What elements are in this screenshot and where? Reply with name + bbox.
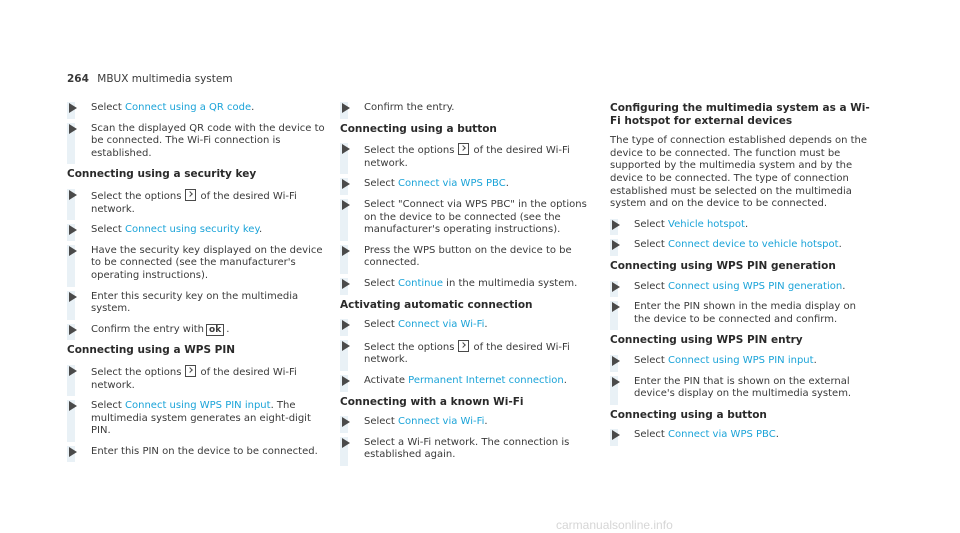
options-button-icon: [458, 340, 469, 352]
options-button-icon: [185, 189, 196, 201]
arrow-right-icon: [69, 366, 77, 376]
step: Press the WPS button on the device to be connected.: [340, 245, 598, 270]
step: Select Connect via Wi-Fi.: [340, 319, 598, 332]
arrow-right-icon: [342, 376, 350, 386]
arrow-right-icon: [69, 246, 77, 256]
link-connect-device-hotspot[interactable]: Connect device to vehicle hotspot: [668, 239, 839, 251]
link-connect-wps-pin-input[interactable]: Connect using WPS PIN input: [668, 354, 814, 366]
arrow-right-icon: [69, 190, 77, 200]
heading-security-key: Connecting using a security key: [67, 168, 257, 181]
link-connect-wifi[interactable]: Connect via Wi-Fi: [398, 319, 485, 331]
step: Select Connect via Wi-Fi.: [340, 416, 598, 429]
watermark: carmanualsonline.info: [556, 518, 673, 532]
step: Select a Wi-Fi network. The connection is established again.: [340, 437, 598, 462]
step: Select Connect using security key.: [67, 224, 325, 237]
heading-wps-pin-entry: Connecting using WPS PIN entry: [610, 334, 803, 347]
arrow-right-icon: [342, 320, 350, 330]
step: Select Connect using WPS PIN generation.: [610, 281, 870, 294]
step: Scan the displayed QR code with the device to be connected. The Wi-Fi connection is established.: [67, 123, 325, 161]
link-connect-wps-pin-generation[interactable]: Connect using WPS PIN generation: [668, 280, 843, 292]
link-connect-wps-pbc[interactable]: Connect via WPS PBC: [398, 178, 506, 190]
column-3: [610, 102, 870, 450]
link-connect-wifi[interactable]: Connect via Wi-Fi: [398, 416, 485, 428]
arrow-right-icon: [342, 279, 350, 289]
arrow-right-icon: [342, 438, 350, 448]
step: Select Vehicle hotspot.: [610, 219, 870, 232]
heading-wps-pin: Connecting using a WPS PIN: [67, 344, 236, 357]
arrow-right-icon: [342, 200, 350, 210]
step: Select Connect using a QR code.: [67, 102, 325, 115]
arrow-right-icon: [69, 325, 77, 335]
link-connect-wps-pbc[interactable]: Connect via WPS PBC: [668, 429, 776, 441]
page-header-title: MBUX multimedia system: [97, 73, 233, 85]
arrow-right-icon: [342, 144, 350, 154]
step: Confirm the entry with ok .: [67, 324, 325, 337]
arrow-right-icon: [612, 302, 620, 312]
link-connect-security-key[interactable]: Connect using security key: [125, 224, 259, 236]
ok-key-icon: ok: [206, 324, 224, 336]
page-number: 264: [67, 73, 89, 85]
arrow-right-icon: [342, 341, 350, 351]
step: Select the options of the desired Wi-Fi network.: [67, 365, 325, 392]
heading-wps-pin-generation: Connecting using WPS PIN generation: [610, 259, 836, 272]
arrow-right-icon: [342, 246, 350, 256]
step: Select Connect using WPS PIN input.: [610, 355, 870, 368]
link-connect-wps-pin-input[interactable]: Connect using WPS PIN input: [125, 400, 271, 412]
arrow-right-icon: [69, 124, 77, 134]
arrow-right-icon: [612, 356, 620, 366]
heading-button-2: Connecting using a button: [610, 408, 767, 421]
arrow-right-icon: [612, 240, 620, 250]
link-vehicle-hotspot[interactable]: Vehicle hotspot: [668, 218, 745, 230]
heading-auto-connection: Activating automatic connection: [340, 298, 533, 311]
arrow-right-icon: [69, 447, 77, 457]
arrow-right-icon: [69, 292, 77, 302]
options-button-icon: [458, 143, 469, 155]
step: Enter the PIN shown in the media display on the device to be connected and confirm.: [610, 301, 870, 326]
step: Select Connect via WPS PBC.: [610, 429, 870, 442]
arrow-right-icon: [342, 417, 350, 427]
arrow-right-icon: [612, 282, 620, 292]
heading-button: Connecting using a button: [340, 122, 497, 135]
page-header: [67, 73, 233, 85]
arrow-right-icon: [69, 225, 77, 235]
arrow-right-icon: [612, 430, 620, 440]
step: Enter this security key on the multimedia system.: [67, 291, 325, 316]
arrow-right-icon: [342, 103, 350, 113]
hotspot-description: The type of connection established depends on the device to be connected. The function must be supported by the multimedia system and by the device to be connected. The type of connection established must be selected on the multimedia system and on the device to be connected.: [610, 135, 868, 210]
step: Select the options of the desired Wi-Fi network.: [67, 189, 325, 216]
link-continue[interactable]: Continue: [398, 277, 443, 289]
step: Have the security key displayed on the device to be connected (see the manufacturer's operating instructions).: [67, 245, 325, 283]
arrow-right-icon: [612, 220, 620, 230]
step: Select Connect via WPS PBC.: [340, 178, 598, 191]
arrow-right-icon: [342, 179, 350, 189]
link-connect-qr[interactable]: Connect using a QR code: [125, 102, 252, 113]
options-button-icon: [185, 365, 196, 377]
arrow-right-icon: [69, 103, 77, 113]
step: Confirm the entry.: [340, 102, 598, 115]
step: Activate Permanent Internet connection.: [340, 375, 598, 388]
column-2: [340, 102, 598, 470]
step: Select "Connect via WPS PBC" in the options on the device to be connected (see the manufacturer's operating instructions).: [340, 199, 598, 237]
arrow-right-icon: [69, 401, 77, 411]
heading-hotspot: Configuring the multimedia system as a Wi-Fi hotspot for external devices: [610, 102, 870, 127]
step: Enter this PIN on the device to be connected.: [67, 446, 325, 459]
link-permanent-internet[interactable]: Permanent Internet connection: [408, 374, 564, 386]
step: Select Connect device to vehicle hotspot.: [610, 239, 870, 252]
heading-known-wifi: Connecting with a known Wi-Fi: [340, 395, 524, 408]
step: Select the options of the desired Wi-Fi network.: [340, 340, 598, 367]
step: Enter the PIN that is shown on the external device's display on the multimedia system.: [610, 376, 870, 401]
step: Select Continue in the multimedia system.: [340, 278, 598, 291]
step: Select Connect using WPS PIN input. The multimedia system generates an eight-digit PIN.: [67, 400, 325, 438]
arrow-right-icon: [612, 377, 620, 387]
column-1: [67, 102, 325, 466]
step: Select the options of the desired Wi-Fi network.: [340, 143, 598, 170]
